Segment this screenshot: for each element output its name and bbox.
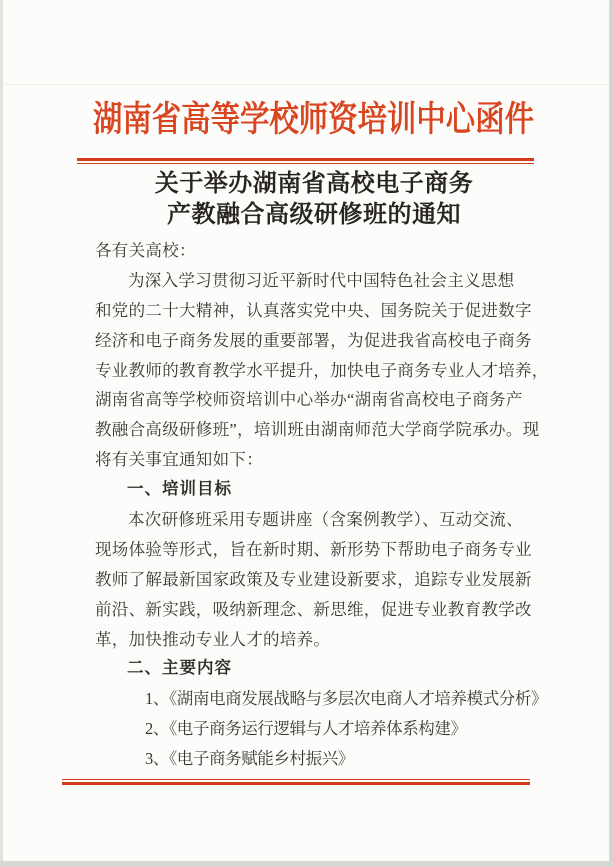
paragraph-line: 湖南省高等学校师资培训中心举办“湖南省高校电子商务产 xyxy=(95,390,523,410)
paragraph-line: 为深入学习贯彻习近平新时代中国特色社会主义思想 xyxy=(128,270,515,290)
scan-artifact-line xyxy=(3,84,609,85)
paragraph-line: 前沿、新实践，吸纳新理念、新思维，促进专业教育教学改 xyxy=(95,599,532,619)
document-page xyxy=(3,0,609,861)
paragraph-line: 本次研修班采用专题讲座（含案例教学）、互动交流、 xyxy=(128,510,523,530)
section1-heading: 一、培训目标 xyxy=(127,480,232,499)
salutation: 各有关高校： xyxy=(95,241,196,260)
list-item: 1、《湖南电商发展战略与多层次电商人才培养模式分析》 xyxy=(145,689,548,709)
list-item: 3、《电子商务赋能乡村振兴》 xyxy=(145,749,354,769)
paragraph-line: 专业教师的教育教学水平提升，加快电子商务专业人才培养， xyxy=(95,360,549,380)
scan-edge-bottom xyxy=(0,861,613,867)
notice-body xyxy=(95,236,547,774)
footer-divider-rule xyxy=(62,779,530,785)
paragraph-line: 将有关事宜通知如下： xyxy=(95,450,263,470)
letterhead-title-text: 湖南省高等学校师资培训中心函件 xyxy=(93,100,535,139)
paragraph-line: 教融合高级研修班”，培训班由湖南师范大学商学院承办。现 xyxy=(95,420,540,440)
letterhead-title xyxy=(3,98,613,142)
notice-title xyxy=(3,169,613,231)
paragraph-line: 经济和电子商务发展的重要部署，为促进我省高校电子商务 xyxy=(95,330,532,350)
notice-title-line1: 关于举办湖南省高校电子商务 xyxy=(154,171,474,197)
paragraph-line: 和党的二十大精神，认真落实党中央、国务院关于促进数字 xyxy=(95,300,532,320)
paragraph-line: 教师了解最新国家政策及专业建设新要求，追踪专业发展新 xyxy=(95,569,532,589)
paragraph-line: 现场体验等形式，旨在新时期、新形势下帮助电子商务专业 xyxy=(95,539,532,559)
letterhead-divider-rule xyxy=(77,158,534,164)
notice-title-line2: 产教融合高级研修班的通知 xyxy=(167,202,461,228)
list-item: 2、《电子商务运行逻辑与人才培养体系构建》 xyxy=(145,719,467,739)
section2-heading: 二、主要内容 xyxy=(127,659,232,678)
paragraph-line: 革，加快推动专业人才的培养。 xyxy=(95,629,331,649)
